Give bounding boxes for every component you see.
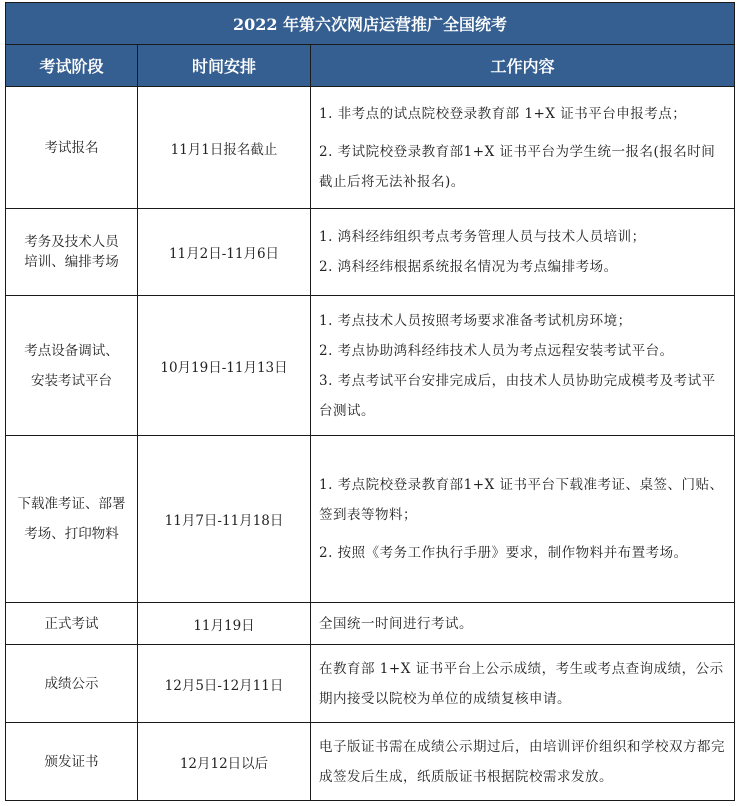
header-content: 工作内容 [311, 45, 735, 87]
header-stage: 考试阶段 [6, 45, 138, 87]
table-row [6, 645, 735, 723]
content-cell [311, 723, 735, 801]
stage-line: 考务及技术人员 [24, 234, 119, 250]
content-item: 1. 非考点的试点院校登录教育部 1+X 证书平台申报考点； [319, 105, 687, 122]
time-cell: 10月19日-11月13日 [138, 296, 311, 436]
table-row [6, 209, 735, 296]
table-row [6, 436, 735, 603]
time-cell: 11月19日 [138, 603, 311, 645]
stage-cell [6, 723, 138, 801]
content-item: 2. 按照《考务工作执行手册》要求，制作物料并布置考场。 [319, 545, 688, 561]
content-item: 1. 考点院校登录教育部1+X 证书平台下载准考证、桌签、门贴、签到表等物料； [319, 477, 724, 523]
time-cell: 12月5日-12月11日 [138, 645, 311, 723]
header-time: 时间安排 [138, 45, 311, 87]
content-cell [311, 296, 735, 436]
stage-cell [6, 209, 138, 296]
stage-line: 考场、打印物料 [24, 526, 119, 542]
content-item: 1. 鸿科经纬组织考点考务管理人员与技术人员培训； [319, 229, 646, 245]
table-row [6, 87, 735, 209]
content-item: 在教育部 1+X 证书平台上公示成绩，考生或考点查询成绩，公示期内接受以院校为单位的成绩复核申请。 [319, 660, 724, 707]
stage-line: 下载准考证、部署 [17, 496, 126, 512]
stage-cell [6, 645, 138, 723]
stage-cell [6, 87, 138, 209]
time-cell: 11月2日-11月6日 [138, 209, 311, 296]
stage-line: 颁发证书 [44, 753, 99, 770]
content-cell [311, 645, 735, 723]
table-row [6, 296, 735, 436]
content-item: 1. 考点技术人员按照考场要求准备考试机房环境； [319, 312, 632, 329]
content-item: 电子版证书需在成绩公示期过后，由培训评价组织和学校双方都完成签发后生成，纸质版证书根据院校需求发放。 [319, 738, 725, 785]
time-cell: 11月7日-11月18日 [138, 436, 311, 603]
table-title: 2022 年第六次网店运营推广全国统考 [6, 3, 735, 45]
stage-cell [6, 296, 138, 436]
stage-line: 成绩公示 [44, 675, 99, 692]
time-cell: 12月12日以后 [138, 723, 311, 801]
stage-cell [6, 436, 138, 603]
stage-cell [6, 603, 138, 645]
time-cell: 11月1日报名截止 [138, 87, 311, 209]
content-cell [311, 87, 735, 209]
stage-line: 考点设备调试、 [24, 342, 119, 359]
exam-schedule-table [5, 2, 735, 801]
content-item: 2. 鸿科经纬根据系统报名情况为考点编排考场。 [319, 259, 618, 275]
stage-line: 正式考试 [44, 615, 99, 632]
table-row [6, 603, 735, 645]
stage-line: 安装考试平台 [31, 372, 112, 389]
content-item: 3. 考点考试平台安排完成后，由技术人员协助完成模考及考试平台测试。 [319, 372, 716, 419]
content-cell [311, 436, 735, 603]
content-cell [311, 603, 735, 645]
stage-line: 培训、编排考场 [24, 254, 119, 270]
content-item: 全国统一时间进行考试。 [319, 615, 473, 632]
table-row [6, 723, 735, 801]
content-cell [311, 209, 735, 296]
stage-line: 考试报名 [44, 139, 99, 156]
content-item: 2. 考试院校登录教育部1+X 证书平台为学生统一报名(报名时间截止后将无法补报名)。 [319, 143, 716, 190]
content-item: 2. 考点协助鸿科经纬技术人员为考点远程安装考试平台。 [319, 342, 674, 359]
